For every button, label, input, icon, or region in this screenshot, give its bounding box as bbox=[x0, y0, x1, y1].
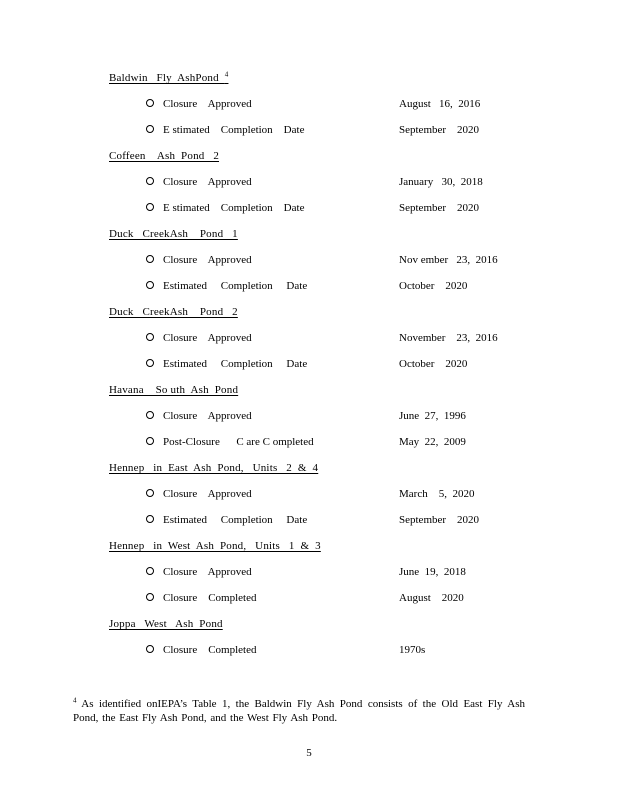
item-value: October 2020 bbox=[399, 280, 468, 292]
section-heading-hennepin-east: Hennep in East Ash Pond, Units 2 & 4 bbox=[109, 462, 319, 474]
circle-bullet-icon bbox=[146, 255, 154, 263]
circle-bullet-icon bbox=[146, 645, 154, 653]
list-item: Closure Approved bbox=[146, 566, 252, 580]
item-value: September 2020 bbox=[399, 514, 480, 526]
list-item: Closure Approved bbox=[146, 98, 252, 112]
list-item: Closure Approved bbox=[146, 332, 252, 346]
list-item: Closure Approved bbox=[146, 254, 252, 268]
item-value: October 2020 bbox=[399, 358, 468, 370]
item-value: June 19, 2018 bbox=[399, 566, 466, 578]
circle-bullet-icon bbox=[146, 333, 154, 341]
item-value: June 27, 1996 bbox=[399, 410, 466, 422]
list-item: Estimated Completion Date bbox=[146, 514, 307, 528]
list-item: Estimated Completion Date bbox=[146, 358, 307, 372]
section-heading-duck-creek-1: Duck CreekAsh Pond 1 bbox=[109, 228, 238, 240]
page-number: 5 bbox=[306, 747, 312, 759]
circle-bullet-icon bbox=[146, 515, 154, 523]
item-value: Nov ember 23, 2016 bbox=[399, 254, 498, 266]
section-heading-baldwin: Baldwin Fly AshPond $^4$ bbox=[109, 70, 229, 84]
list-item: Closure Completed bbox=[146, 592, 257, 606]
footnote bbox=[73, 697, 525, 725]
circle-bullet-icon bbox=[146, 593, 154, 601]
list-item: Estimated Completion Date bbox=[146, 280, 307, 294]
circle-bullet-icon bbox=[146, 359, 154, 367]
list-item: Closure Completed bbox=[146, 644, 257, 658]
list-item: Post-Closure C are C ompleted bbox=[146, 436, 314, 450]
section-heading-havana: Havana So uth Ash Pond bbox=[109, 384, 239, 396]
list-item: Closure Approved bbox=[146, 410, 252, 424]
circle-bullet-icon bbox=[146, 567, 154, 575]
circle-bullet-icon bbox=[146, 489, 154, 497]
circle-bullet-icon bbox=[146, 99, 154, 107]
item-value: September 2020 bbox=[399, 124, 480, 136]
footnote-ref: 4 bbox=[224, 70, 229, 79]
list-item: Closure Approved bbox=[146, 488, 252, 502]
section-heading-coffeen: Coffeen Ash Pond 2 bbox=[109, 150, 220, 162]
item-value: August 16, 2016 bbox=[399, 98, 481, 110]
list-item: E stimated Completion Date bbox=[146, 202, 304, 216]
footnote-marker: 4 bbox=[73, 696, 77, 705]
list-item: Closure Approved bbox=[146, 176, 252, 190]
item-value: November 23, 2016 bbox=[399, 332, 498, 344]
item-value: September 2020 bbox=[399, 202, 480, 214]
circle-bullet-icon bbox=[146, 203, 154, 211]
item-value: January 30, 2018 bbox=[399, 176, 483, 188]
item-value: 1970s bbox=[399, 644, 426, 656]
item-value: March 5, 2020 bbox=[399, 488, 475, 500]
circle-bullet-icon bbox=[146, 177, 154, 185]
item-value: August 2020 bbox=[399, 592, 464, 604]
circle-bullet-icon bbox=[146, 437, 154, 445]
circle-bullet-icon bbox=[146, 281, 154, 289]
section-heading-joppa: Joppa West Ash Pond bbox=[109, 618, 223, 630]
circle-bullet-icon bbox=[146, 125, 154, 133]
item-value: May 22, 2009 bbox=[399, 436, 466, 448]
circle-bullet-icon bbox=[146, 411, 154, 419]
section-heading-hennepin-west: Hennep in West Ash Pond, Units 1 & 3 bbox=[109, 540, 321, 552]
section-heading-duck-creek-2: Duck CreekAsh Pond 2 bbox=[109, 306, 238, 318]
footnote-text: As identified onIEPA’s Table 1, the Baldwin Fly Ash Pond consists of the Old East Fly Ash Pond, the East Fly Ash Pond, and the West Fly Ash Pond. bbox=[73, 698, 525, 724]
list-item: E stimated Completion Date bbox=[146, 124, 304, 138]
